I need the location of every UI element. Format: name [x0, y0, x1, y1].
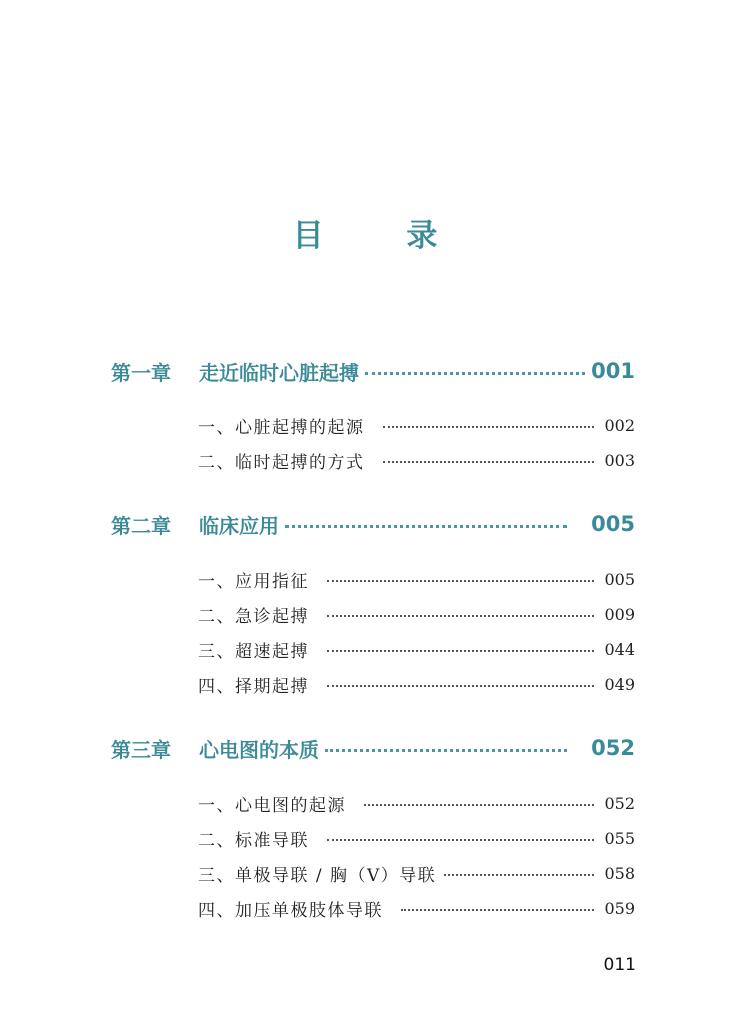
dot-leader [383, 426, 595, 428]
section-page: 059 [604, 898, 635, 918]
section-title: 一、心电图的起源 [198, 795, 346, 816]
section-title: 二、临时起搏的方式 [198, 452, 365, 473]
chapter-1-row[interactable] [111, 354, 635, 388]
section-row-2-1[interactable] [198, 565, 635, 593]
dot-leader [285, 525, 567, 528]
section-title: 一、应用指征 [198, 571, 309, 592]
dot-leader [401, 909, 594, 911]
section-row-3-4[interactable] [198, 894, 635, 922]
section-row-2-3[interactable] [198, 635, 635, 663]
section-page: 005 [604, 569, 635, 589]
section-title: 三、单极导联 / 胸（V）导联 [198, 865, 437, 886]
chapter-title: 走近临时心脏起搏 [199, 360, 359, 385]
dot-leader [383, 461, 595, 463]
dot-leader [325, 749, 567, 752]
section-row-3-3[interactable] [198, 859, 635, 887]
section-title: 四、加压单极肢体导联 [198, 900, 383, 921]
dot-leader [327, 580, 594, 582]
chapter-title: 心电图的本质 [199, 737, 319, 762]
chapter-3-row[interactable] [111, 731, 635, 765]
section-title: 二、急诊起搏 [198, 606, 309, 627]
section-title: 一、心脏起搏的起源 [198, 417, 365, 438]
section-title: 四、择期起搏 [198, 676, 309, 697]
section-row-3-1[interactable] [198, 789, 635, 817]
section-title: 二、标准导联 [198, 830, 309, 851]
dot-leader [365, 372, 585, 375]
dot-leader [327, 839, 594, 841]
chapter-number: 第三章 [111, 737, 171, 762]
chapter-page: 001 [591, 359, 635, 383]
page-number: 011 [603, 955, 636, 975]
chapter-page: 052 [591, 736, 635, 760]
section-row-2-2[interactable] [198, 600, 635, 628]
dot-leader [327, 650, 594, 652]
section-row-1-2[interactable] [198, 446, 635, 474]
section-page: 009 [604, 604, 635, 624]
dot-leader [327, 615, 594, 617]
section-row-2-4[interactable] [198, 670, 635, 698]
section-page: 055 [604, 828, 635, 848]
dot-leader [444, 874, 594, 876]
section-title: 三、超速起搏 [198, 641, 309, 662]
chapter-title: 临床应用 [199, 513, 279, 538]
dot-leader [327, 685, 594, 687]
section-page: 003 [604, 450, 635, 470]
chapter-page: 005 [591, 512, 635, 536]
section-page: 044 [604, 639, 635, 659]
chapter-2-row[interactable] [111, 507, 635, 541]
dot-leader [364, 804, 594, 806]
section-page: 049 [604, 674, 635, 694]
section-page: 058 [604, 863, 635, 883]
chapter-number: 第二章 [111, 513, 171, 538]
section-row-1-1[interactable] [198, 411, 635, 439]
toc-title: 目 录 [292, 218, 474, 254]
section-page: 052 [604, 793, 635, 813]
section-row-3-2[interactable] [198, 824, 635, 852]
chapter-number: 第一章 [111, 360, 171, 385]
section-page: 002 [604, 415, 635, 435]
